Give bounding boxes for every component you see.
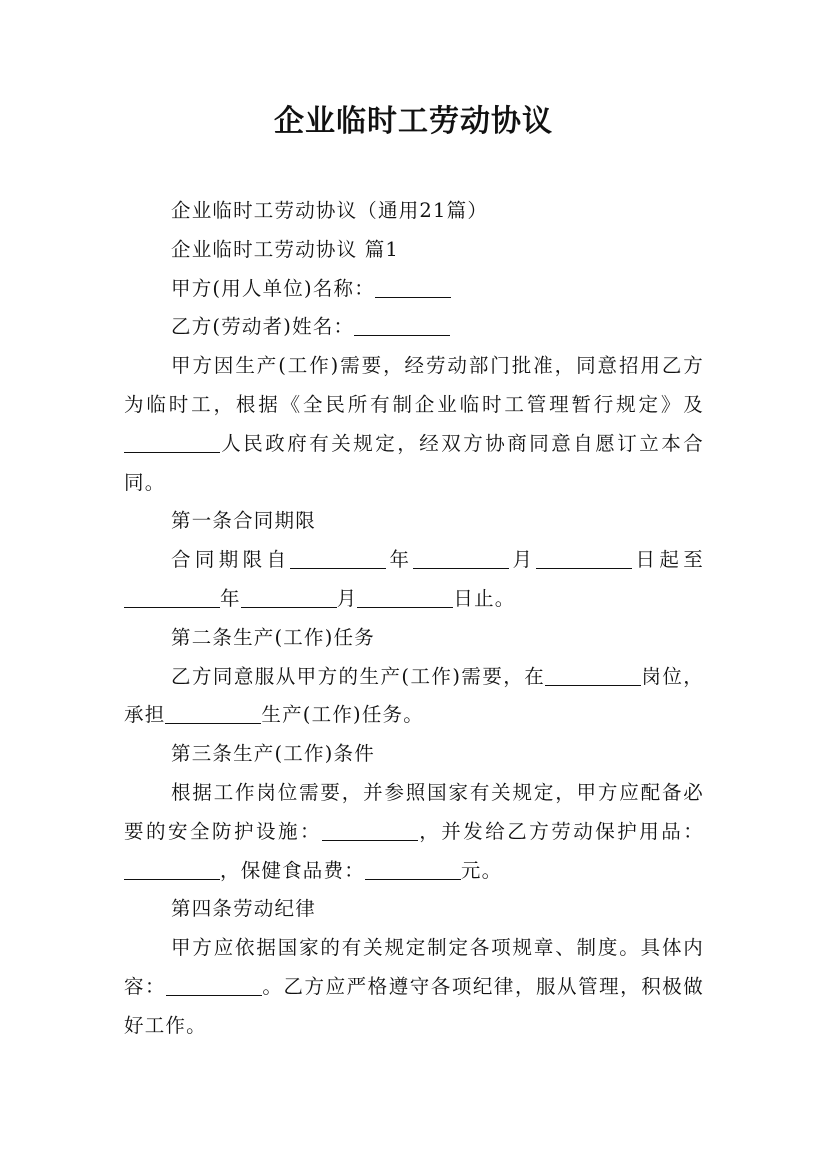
article-text: ，并发给乙方劳动保护用品：: [418, 819, 704, 843]
blank-line: [322, 820, 418, 841]
intro-text: 人民政府有关规定，经双方协商同意自愿订立本合同。: [124, 431, 704, 494]
blank-line: [354, 315, 450, 336]
subtitle: 企业临时工劳动协议（通用21篇）: [171, 199, 489, 222]
article-text: 日止。: [453, 586, 516, 610]
article-text: 甲方应依据国家的有关规定制定各项规章、制度。具体内容：: [124, 936, 704, 998]
article-text: 岗位，承担: [124, 664, 705, 727]
blank-line: [124, 587, 220, 608]
article-2-heading: 第二条生产(工作)任务: [171, 625, 375, 649]
article-2-text: [124, 658, 704, 736]
article-3-heading: 第三条生产(工作)条件: [171, 742, 375, 766]
article-text: 合同期限自: [171, 548, 291, 572]
article-1-text: [124, 541, 704, 619]
document-body: [124, 192, 704, 1046]
article-text: 乙方同意服从甲方的生产(工作)需要，在: [171, 664, 546, 688]
article-text: 年: [386, 548, 414, 572]
blank-line: [413, 548, 509, 569]
party-b-line: [124, 308, 704, 347]
blank-line: [357, 587, 453, 608]
article-4-heading: 第四条劳动纪律: [171, 897, 316, 921]
blank-line: [545, 665, 641, 686]
blank-line: [241, 587, 337, 608]
party-a-label: 甲方(用人单位)名称：: [171, 276, 375, 300]
party-b-label: 乙方(劳动者)姓名：: [171, 315, 355, 339]
blank-line: [166, 975, 262, 996]
article-1-heading: 第一条合同期限: [171, 509, 316, 533]
blank-line: [124, 432, 220, 453]
article-4-text: [124, 929, 704, 1045]
article-text: 年: [220, 586, 241, 610]
document-title: 企业临时工劳动协议: [274, 104, 553, 139]
section-heading: 企业临时工劳动协议 篇1: [171, 237, 400, 261]
article-text: 日起至: [632, 548, 704, 572]
article-3-text: [124, 774, 704, 890]
article-text: 。乙方应严格遵守各项纪律，服从管理，积极做好工作。: [124, 974, 704, 1037]
article-text: 生产(工作)任务。: [261, 703, 424, 727]
article-text: ，保健食品费：: [220, 858, 365, 882]
article-text: 月: [336, 586, 358, 610]
blank-line: [375, 277, 451, 298]
blank-line: [165, 703, 261, 724]
blank-line: [536, 548, 632, 569]
party-a-line: [124, 270, 704, 309]
blank-line: [124, 859, 220, 880]
blank-line: [290, 548, 386, 569]
intro-text: 甲方因生产(工作)需要，经劳动部门批准，同意招用乙方为临时工，根据《全民所有制企业临时工管理暂行规定》及: [124, 354, 704, 416]
article-text: 根据工作岗位需要，并参照国家有关规定，甲方应配备必要的安全防护设施：: [124, 780, 704, 843]
article-text: 元。: [460, 858, 503, 882]
blank-line: [365, 859, 461, 880]
article-text: 月: [509, 548, 537, 572]
intro-paragraph: [124, 347, 704, 502]
